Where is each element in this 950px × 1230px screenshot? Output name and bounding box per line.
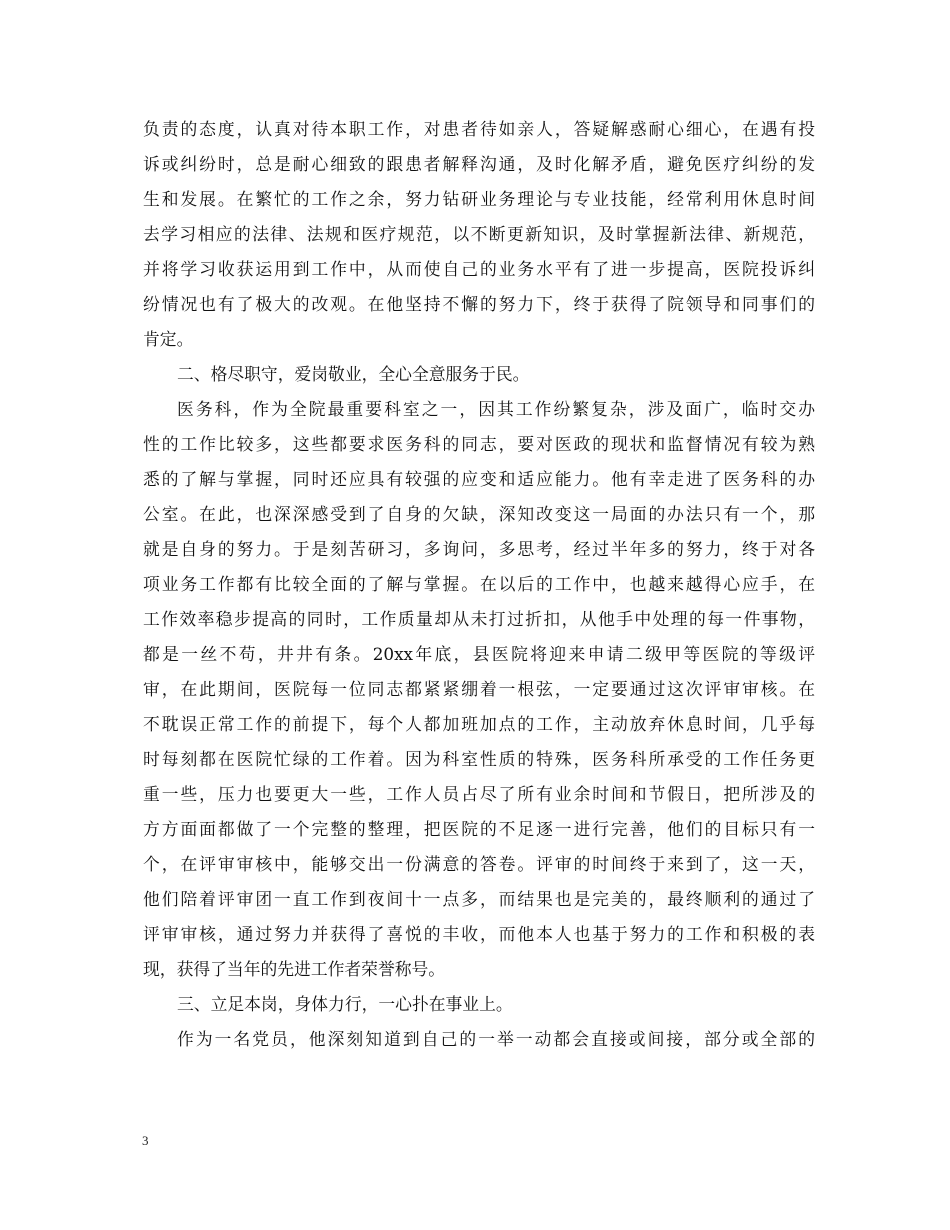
text-line-7: 肯定。 [143, 329, 194, 349]
text-line-16: 都是一丝不苟，井井有条。20xx年底，县医院将迎来申请二级甲等医院的等级评 [143, 644, 815, 664]
text-line-4: 去学习相应的法律、法规和医疗规范，以不断更新知识，及时掌握新法律、新规范， [143, 224, 815, 244]
text-line-27: 作为一名党员，他深刻知道到自己的一举一动都会直接或间接，部分或全部的 [177, 1029, 815, 1049]
text-line-10: 性的工作比较多，这些都要求医务科的同志，要对医政的现状和监督情况有较为熟 [143, 434, 815, 454]
text-line-1: 负责的态度，认真对待本职工作，对患者待如亲人，答疑解惑耐心细心，在遇有投 [143, 119, 815, 139]
text-line-24: 评审审核，通过努力并获得了喜悦的丰收，而他本人也基于努力的工作和积极的表 [143, 924, 815, 944]
body-text [143, 112, 815, 1057]
text-line-15: 工作效率稳步提高的同时，工作质量却从未打过折扣，从他手中处理的每一件事物， [143, 609, 815, 629]
text-line-6: 纷情况也有了极大的改观。在他坚持不懈的努力下，终于获得了院领导和同事们的 [143, 294, 815, 314]
text-line-2: 诉或纠纷时，总是耐心细致的跟患者解释沟通，及时化解矛盾，避免医疗纠纷的发 [143, 154, 815, 174]
text-line-21: 方方面面都做了一个完整的整理，把医院的不足逐一进行完善，他们的目标只有一 [143, 819, 815, 839]
text-line-14: 项业务工作都有比较全面的了解与掌握。在以后的工作中，也越来越得心应手，在 [143, 574, 815, 594]
text-line-12: 公室。在此，也深深感受到了自身的欠缺，深知改变这一局面的办法只有一个，那 [143, 504, 815, 524]
text-line-19: 时每刻都在医院忙绿的工作着。因为科室性质的特殊，医务科所承受的工作任务更 [143, 749, 815, 769]
text-line-3: 生和发展。在繁忙的工作之余，努力钻研业务理论与专业技能，经常利用休息时间 [143, 189, 815, 209]
section-heading-3: 三、立足本岗，身体力行，一心扑在事业上。 [177, 994, 513, 1014]
text-line-9: 医务科，作为全院最重要科室之一，因其工作纷繁复杂，涉及面广，临时交办 [177, 399, 815, 419]
text-line-13: 就是自身的努力。于是刻苦研习，多询问，多思考，经过半年多的努力，终于对各 [143, 539, 815, 559]
text-line-20: 重一些，压力也要更大一些，工作人员占尽了所有业余时间和节假日，把所涉及的 [143, 784, 815, 804]
text-line-22: 个，在评审审核中，能够交出一份满意的答卷。评审的时间终于来到了，这一天， [143, 854, 815, 874]
section-heading-2: 二、格尽职守，爱岗敬业，全心全意服务于民。 [177, 364, 530, 384]
text-line-25: 现，获得了当年的先进工作者荣誉称号。 [143, 959, 446, 979]
text-line-11: 悉的了解与掌握，同时还应具有较强的应变和适应能力。他有幸走进了医务科的办 [143, 469, 815, 489]
text-line-17: 审，在此期间，医院每一位同志都紧紧绷着一根弦，一定要通过这次评审审核。在 [143, 679, 815, 699]
page-number: 3 [142, 1133, 149, 1148]
text-line-5: 并将学习收获运用到工作中，从而使自己的业务水平有了进一步提高，医院投诉纠 [143, 259, 815, 279]
text-line-18: 不耽误正常工作的前提下，每个人都加班加点的工作，主动放弃休息时间，几乎每 [143, 714, 815, 734]
text-line-23: 他们陪着评审团一直工作到夜间十一点多，而结果也是完美的，最终顺利的通过了 [143, 889, 815, 909]
